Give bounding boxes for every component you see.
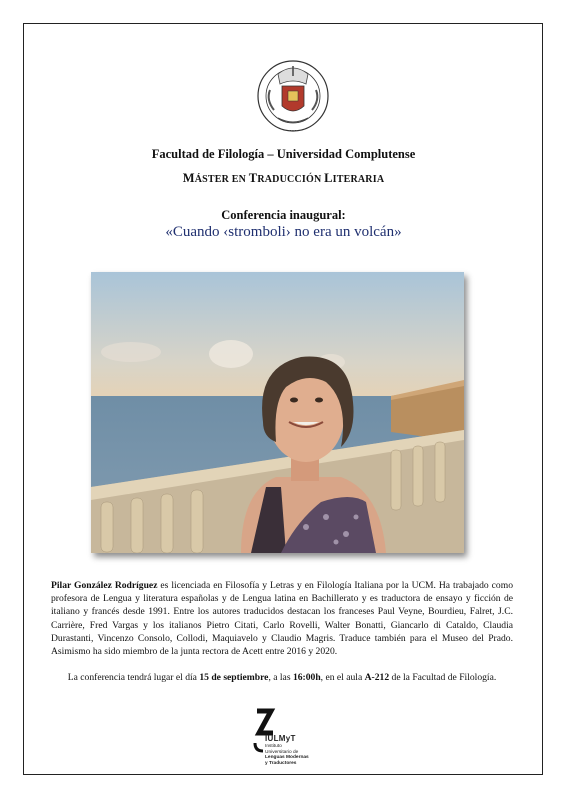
speaker-photo xyxy=(91,272,464,553)
conference-title: «Cuando ‹stromboli› no era un volcán» xyxy=(165,224,402,240)
logo-name: IULMyT xyxy=(265,734,296,743)
event-room: A-212 xyxy=(364,672,390,683)
university-seal-icon xyxy=(256,56,330,136)
master-heading: MÁSTER EN TRADUCCIÓN LITERARIA xyxy=(182,171,385,185)
event-notice: La conferencia tendrá lugar el día 15 de septiembre, a las 16:00h, en el aula A-212 de la Facultad de Filología. xyxy=(67,672,497,683)
event-time: 16:00h xyxy=(292,672,321,683)
svg-text:• • •: • • • xyxy=(289,128,297,133)
faculty-heading: Facultad de Filología – Universidad Complutense xyxy=(151,147,416,161)
speaker-name: Pilar González Rodríguez xyxy=(51,580,158,591)
event-date: 15 de septiembre xyxy=(199,672,269,683)
speaker-bio xyxy=(51,579,513,658)
bio-text: es licenciada en Filosofía y Letras y en Filología Italiana por la UCM. Ha trabajado como profesora de Lengua y literatura españolas y de Lengua latina en Bachillerato y es traductora de ensayo y ficción de italiano y francés desde 1991. Entre los autores traducidos destacan los franceses Paul Veyne, Bourdieu, Falret, J.C. Carrière, Fred Vargas y los italianos Pietro Citati, Carlo Rovelli, Walter Bonatti, Giancarlo di Cataldo, Claudia Durastanti, Vincenzo Consolo, Collodi, Maquiavelo y Claudio Magris. Traduce también para el Museo del Prado. Asimismo ha sido miembro de la junta rectora de Acett entre 2016 y 2020. xyxy=(51,580,513,658)
logo-subtitle: Instituto Universitario de Lenguas Modernas y Traductores xyxy=(265,744,309,766)
conference-label: Conferencia inaugural: xyxy=(221,208,346,222)
